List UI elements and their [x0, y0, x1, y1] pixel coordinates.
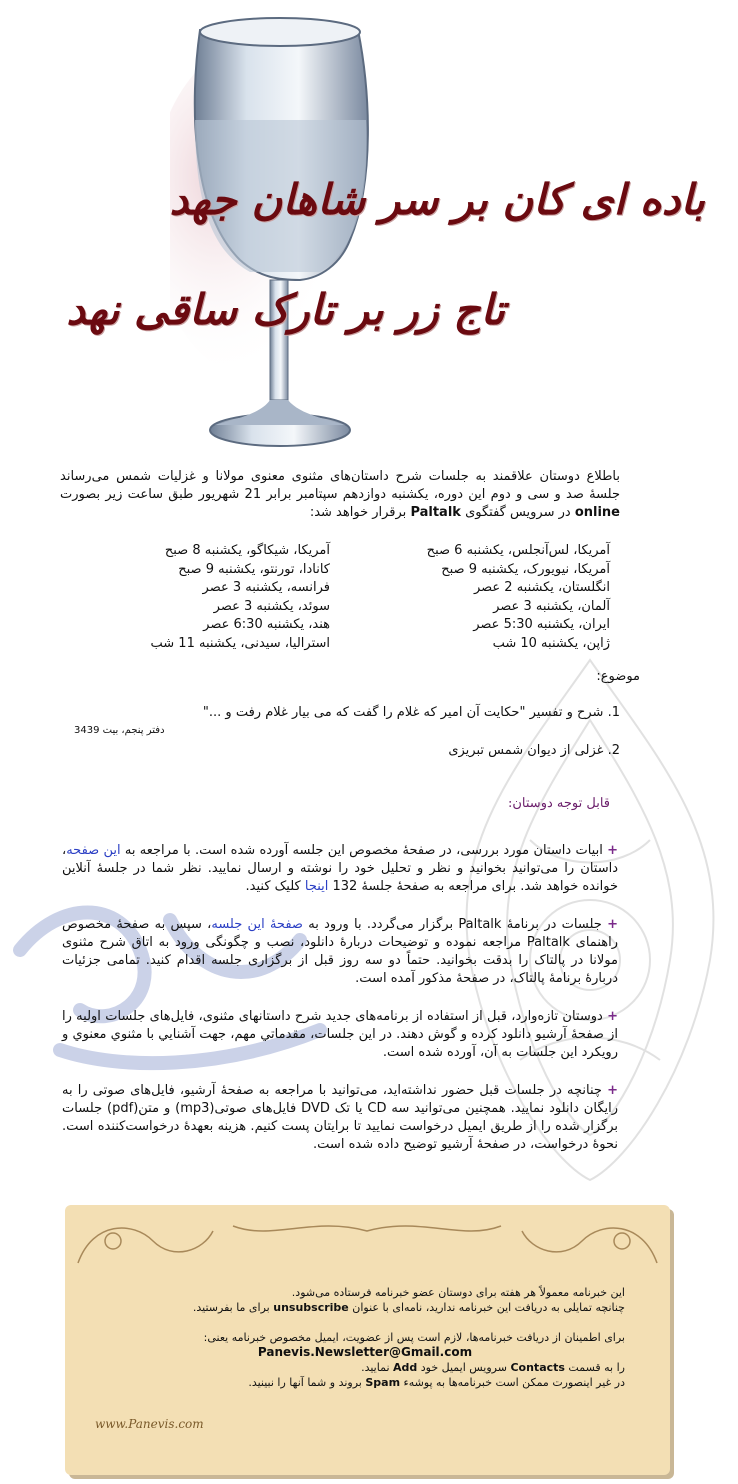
- footer-line-2: [105, 1300, 625, 1315]
- schedule-column-right: [380, 542, 610, 653]
- intro-paragraph: [60, 468, 620, 522]
- contacts-label: Contacts: [510, 1361, 565, 1374]
- topic-item-1-reference: دفتر پنجم، بیت 3439: [74, 725, 165, 736]
- online-label: online: [574, 505, 620, 520]
- footer-text-part: برای ما بفرستید.: [192, 1301, 274, 1314]
- notice-list: [62, 842, 618, 1174]
- header-banner: [0, 0, 738, 455]
- verse-calligraphy: [66, 150, 720, 390]
- paltalk-label: Paltalk: [410, 505, 461, 520]
- verse-line-1: باده ای کان بر سر شاهان جهد: [169, 175, 705, 224]
- floral-ornament: [73, 1211, 662, 1269]
- notice-text: دوستان تازه‌وارد، قبل از استفاده از برنامه‌های جدید شرح داستانهای مثنوی، فایل‌های جلسات اولیه را از صفحهٔ آرشیو دانلود کرده و گوش دهند. در این جلسات، مقدماتي مهم، جهت آشنايي با مثنوي معنوي و رويکرد اين جلسات به آن، آورده شده است.: [62, 1009, 618, 1060]
- intro-text-2: در سرویس گفتگوی: [460, 505, 575, 520]
- notice-title: قابل توجه دوستان:: [507, 796, 610, 811]
- schedule-item: کانادا، تورنتو، یکشنبه 9 صبح: [178, 561, 330, 577]
- footer-text-part: در غیر اینصورت ممکن است خبرنامه‌ها به پوشهء: [400, 1376, 625, 1389]
- footer-text-part: را به قسمت: [564, 1361, 625, 1374]
- notice-text: ، داستان را می‌توانید بخوانید و نظر و تحلیل خود را نوشته و ارسال نمایید. نظر شما در جلسهٔ آنلاین خوانده خواهد شد. برای مراجعه به صفحهٔ جلسهٔ 132: [62, 843, 618, 894]
- spam-label: Spam: [365, 1376, 401, 1389]
- add-label: Add: [393, 1361, 418, 1374]
- schedule-item: انگلستان، یکشنبه 2 عصر: [473, 580, 610, 595]
- notice-text: چنانچه در جلسات قبل حضور نداشته‌اید، می‌توانید با مراجعه به صفحهٔ آرشیو، فایل‌های صوتی را به رایگان دانلود نمایید. همچنین می‌توانید سه CD یا تک DVD فایل‌های صوتی(mp3) و متن(pdf) جلسات برگزار شده را از طریق ایمیل درخواست نمایید تا برایتان پست کنیم. هزینه بعهدهٔ درخواست‌کننده است. نحوهٔ درخواست، در صفحهٔ آرشیو توضیح داده شده است.: [62, 1083, 619, 1152]
- footer-text-part: نمایید.: [361, 1361, 394, 1374]
- intro-text-3: برقرار خواهد شد:: [309, 505, 411, 520]
- footer-line-5: [105, 1375, 625, 1390]
- schedule-item: آمریکا، نیویورک، یکشنبه 9 صبح: [441, 561, 610, 577]
- footer-text-part: بروند و شما آنها را نبینید.: [248, 1376, 366, 1389]
- notice-text: کلیک کنید.: [245, 879, 305, 894]
- footer-line-3: برای اطمینان از دریافت خبرنامه‌ها، لازم است پس از عضویت، ایمیل مخصوص خبرنامه یعنی:: [203, 1331, 625, 1344]
- schedule-item: فرانسه، یکشنبه 3 عصر: [202, 580, 330, 595]
- footer-parchment: [65, 1205, 670, 1475]
- schedule-item: ایران، یکشنبه 5:30 عصر: [473, 617, 610, 632]
- site-url[interactable]: www.Panevis.com: [95, 1417, 204, 1431]
- footer-text-part: سرویس ایمیل خود: [417, 1361, 511, 1374]
- topic-item-2: 2. غزلی از دیوان شمس تبریزی: [448, 743, 620, 758]
- schedule-column-left: [100, 542, 330, 653]
- notice-text: ابیات داستان مورد بررسی، در صفحهٔ مخصوص این جلسه آورده شده است. با مراجعه به: [120, 843, 608, 858]
- this-session-page-link[interactable]: صفحهٔ این جلسه: [211, 917, 303, 932]
- notice-item-1: [62, 842, 618, 896]
- notice-item-4: [62, 1082, 618, 1154]
- intro-text: باطلاع دوستان علاقمند به جلسات شرح داستان‌های مثنوی معنوی مولانا و غزلیات شمس می‌رساند جلسهٔ صد و سی و دوم این دوره، یکشنبه دوازدهم سپتامبر برابر 21 شهریور طبق ساعت زیر بصورت: [60, 469, 620, 502]
- schedule-item: هند، یکشنبه 6:30 عصر: [203, 617, 330, 632]
- footer-text-part: چنانچه تمایلی به دریافت این خبرنامه ندارید، نامه‌ای با عنوان: [348, 1301, 625, 1314]
- notice-text: جلسات در برنامهٔ Paltalk برگزار می‌گردد. با ورود به: [302, 917, 608, 932]
- plus-icon: +: [607, 917, 618, 932]
- schedule-item: ژاپن، یکشنبه 10 شب: [492, 635, 610, 651]
- unsubscribe-label: unsubscribe: [273, 1301, 349, 1314]
- schedule-item: آمریکا، شیکاگو، یکشنبه 8 صبح: [164, 543, 330, 558]
- plus-icon: +: [607, 843, 619, 858]
- plus-icon: +: [607, 1009, 618, 1024]
- topic-item-1: 1. شرح و تفسیر "حکایت آن امیر که غلام را گفت که می بیار غلام رفت و ...": [202, 705, 620, 720]
- topic-heading: موضوع:: [596, 669, 640, 684]
- newsletter-email[interactable]: Panevis.Newsletter@Gmail.com: [257, 1345, 473, 1359]
- topic-list: [60, 705, 620, 763]
- session-132-link[interactable]: اینجا: [304, 879, 329, 894]
- plus-icon: +: [607, 1083, 618, 1098]
- footer-line-4: [105, 1360, 625, 1375]
- schedule-item: آمریکا، لس‌آنجلس، یکشنبه 6 صبح: [426, 543, 610, 558]
- session-page-link[interactable]: این صفحه: [66, 843, 121, 858]
- schedule-item: آلمان، یکشنبه 3 عصر: [493, 598, 610, 614]
- schedule-item: سوئد، یکشنبه 3 عصر: [213, 598, 330, 614]
- footer-line-1: این خبرنامه معمولاً هر هفته برای دوستان عضو خبرنامه فرستاده می‌شود.: [291, 1286, 625, 1299]
- notice-text: ، سپس به صفحهٔ مخصوص راهنمای Paltalk مراجعه نموده و توضیحات دربارهٔ دانلود، نصب و چگونگی ورود به اتاق شرح مثنوی مولانا در پالتاک را بدقت بخوانید. حتماً دو سه روز قبل از برگزاری جلسه اقدام کنید. تمامی جزئیات دربارهٔ برنامهٔ پالتاک، در صفحهٔ مذکور آمده است.: [62, 917, 618, 986]
- notice-item-3: [62, 1008, 618, 1062]
- schedule-item: استرالیا، سیدنی، یکشنبه 11 شب: [150, 635, 330, 651]
- verse-line-2: تاج زر بر تارک ساقی نهد: [66, 285, 505, 334]
- footer-text: [105, 1285, 625, 1390]
- notice-item-2: [62, 916, 618, 988]
- spacer: [105, 1315, 625, 1330]
